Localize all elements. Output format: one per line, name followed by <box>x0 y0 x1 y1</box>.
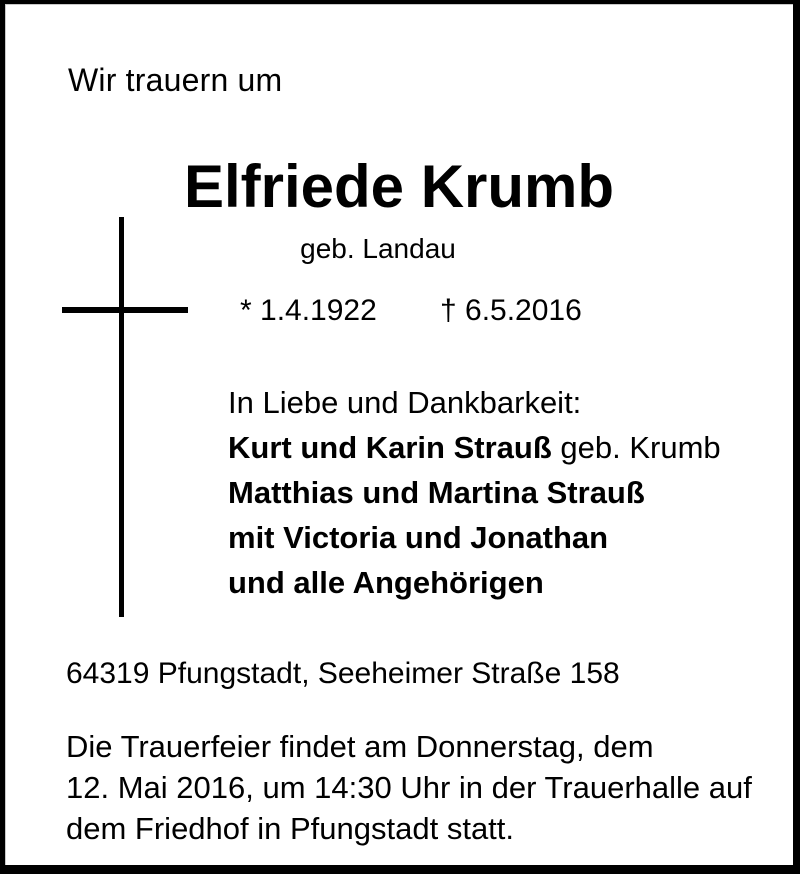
birth-date: * 1.4.1922 <box>240 294 377 327</box>
mourners-block <box>228 380 721 605</box>
maiden-name: geb. Landau <box>300 233 456 264</box>
mourner-names: Kurt und Karin Strauß <box>228 430 552 465</box>
mourner-line <box>228 515 721 560</box>
funeral-line: dem Friedhof in Pfungstadt statt. <box>66 811 515 846</box>
mourner-line <box>228 470 721 515</box>
mourner-line <box>228 425 721 470</box>
funeral-line: Die Trauerfeier findet am Donnerstag, dem <box>66 729 654 764</box>
tribute-line: In Liebe und Dankbarkeit: <box>228 385 582 420</box>
cross-vertical-bar <box>119 217 124 617</box>
funeral-paragraph <box>66 726 752 849</box>
mourner-names: und alle Angehörigen <box>228 565 544 600</box>
funeral-line: 12. Mai 2016, um 14:30 Uhr in der Trauerhalle auf <box>66 770 752 805</box>
address-line: 64319 Pfungstadt, Seeheimer Straße 158 <box>66 657 620 690</box>
mourner-names: mit Victoria und Jonathan <box>228 520 609 555</box>
death-date: † 6.5.2016 <box>440 294 582 327</box>
mourner-names: Matthias und Martina Strauß <box>228 475 645 510</box>
mourner-line <box>228 560 721 605</box>
deceased-name: Elfriede Krumb <box>183 153 615 220</box>
cross-horizontal-bar <box>62 307 188 313</box>
intro-line: Wir trauern um <box>68 62 283 98</box>
mourner-suffix: geb. Krumb <box>551 430 721 465</box>
